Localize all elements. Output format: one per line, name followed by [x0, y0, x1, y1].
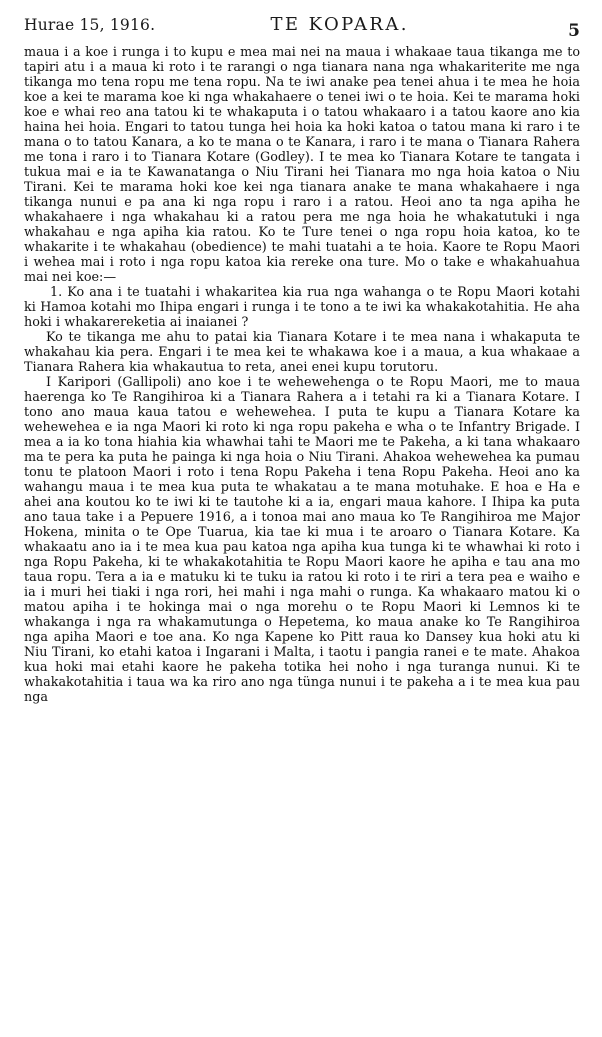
paragraph: I Karipori (Gallipoli) ano koe i te wehewehenga o te Ropu Maori, me to maua haerenga ko Te Rangihiroa ki a Tianara Rahera a i tetahi ra ki a Tianara Kotare. I tono ano maua kaua tatou e wehewehea. I puta te kupu a Tianara Kotare ka wehewehea e ia nga Maori ki roto ki nga ropu pakeha e wha o te Infantry Brigade. I mea a ia ko tona hiahia kia whawhai tahi te Maori me te Pakeha, a ki tana whakaaro ma te pera ka puta he painga ki nga hoia o Niu Tirani. Ahakoa wehewehea ka pumau tonu te platoon Maori i roto i tena Ropu Pakeha i tena Ropu Pakeha. Heoi ano ka wahangu maua i te mea kua puta te whakatau a te mana motuhake. E hoa e Ha e ahei ana koutou ko te iwi ki te tautohe ki a ia, engari maua kahore. I Ihipa ka puta ano taua take i a Pepuere 1916, a i tonoa mai ano maua ko Te Rangihiroa me Major Hokena, minita o te Ope Tuarua, kia tae ki mua i te aroaro o Tianara Kotare. Ka whakaatu ano ia i te mea kua pau katoa nga apiha kua tunga ki te whawhai ki roto i nga Ropu Pakeha, ki te whakakotahitia te Ropu Maori kaore he apiha e tau ana mo taua ropu. Tera a ia e matuku ki te tuku ia ratou ki roto i te riri a tera pea e waiho e ia i muri hei tiaki i nga rori, hei mahi i nga mahi o runga. Ka whakaaro matou ki o matou apiha i te hokinga mai o nga morehu o te Ropu Maori ki Lemnos ki te whakanga i nga ra whakamutunga o Hepetema, ko maua anake ko Te Rangihiroa nga apiha Maori e toe ana. Ko nga Kapene ko Pitt raua ko Dansey kua hoki atu ki Niu Tirani, ko etahi katoa i Ingarani i Malta, i taotu i pangia ranei e te mate. Ahakoa kua hoki mai etahi kaore he pakeha totika hei noho i nga turanga nunui. Ki te whakakotahitia i taua wa ka riro ano nga tünga nunui i te pakeha a i te mea kua pau nga [24, 375, 580, 705]
page-title: TE KOPARA. [270, 14, 409, 35]
page-number: 5 [568, 21, 580, 41]
paragraph: 1. Ko ana i te tuatahi i whakaritea kia rua nga wahanga o te Ropu Maori kotahi ki Hamoa kotahi mo Ihipa engari i runga i te tono a te iwi ka whakakotahitia. He aha hoki i whakarereketia ai inaianei ? [24, 285, 580, 330]
paragraph: maua i a koe i runga i to kupu e mea mai nei na maua i whakaae taua tikanga me to tapiri atu i a maua ki roto i te rarangi o nga tianara nana nga whakariterite me nga tikanga mo tena ropu me tena ropu. Na te iwi anake pea tenei ahua i te mea he hoia koe a kei te marama koe ki nga whakahaere o tenei iwi o te hoia. Kei te marama hoki koe e whai reo ana tatou ki te whakaputa i o tatou whakaaro i a tatou kaore ano kia haina hei hoia. Engari to tatou tunga hei hoia ka hoki katoa o tatou mana ki raro i te mana o to tatou Kanara, a ko te mana o te Kanara, i raro i te mana o Tianara Rahera me tona i raro i to Tianara Kotare (Godley). I te mea ko Tianara Kotare te tangata i tukua mai e ia te Kawanatanga o Niu Tirani hei Tianara mo nga hoia katoa o Niu Tirani. Kei te marama hoki koe kei nga tianara anake te mana whakahaere i nga tikanga nunui e pa ana ki nga ropu i raro i a ratou. Heoi ano ta nga apiha he whakahaere i nga whakahau ki a ratou pera me nga hoia he whakatutuki i nga whakahau e nga apiha kia ratou. Ko te Ture tenei o nga ropu hoia katoa, ko te whakarite i te whakahau (obedience) te mahi tuatahi a te hoia. Kaore te Ropu Maori i wehea mai i roto i nga ropu katoa kia rereke ona ture. Mo o take e whakahuahua mai nei koe:— [24, 45, 580, 285]
masthead [24, 14, 580, 41]
masthead-date: Hurae 15, 1916. [24, 16, 156, 34]
article-body [24, 45, 580, 705]
paragraph: Ko te tikanga me ahu to patai kia Tianara Kotare i te mea nana i whakaputa te whakahau kia pera. Engari i te mea kei te whakawa koe i a maua, a kua whakaae a Tianara Rahera kia whakautua to reta, anei enei kupu torutoru. [24, 330, 580, 375]
